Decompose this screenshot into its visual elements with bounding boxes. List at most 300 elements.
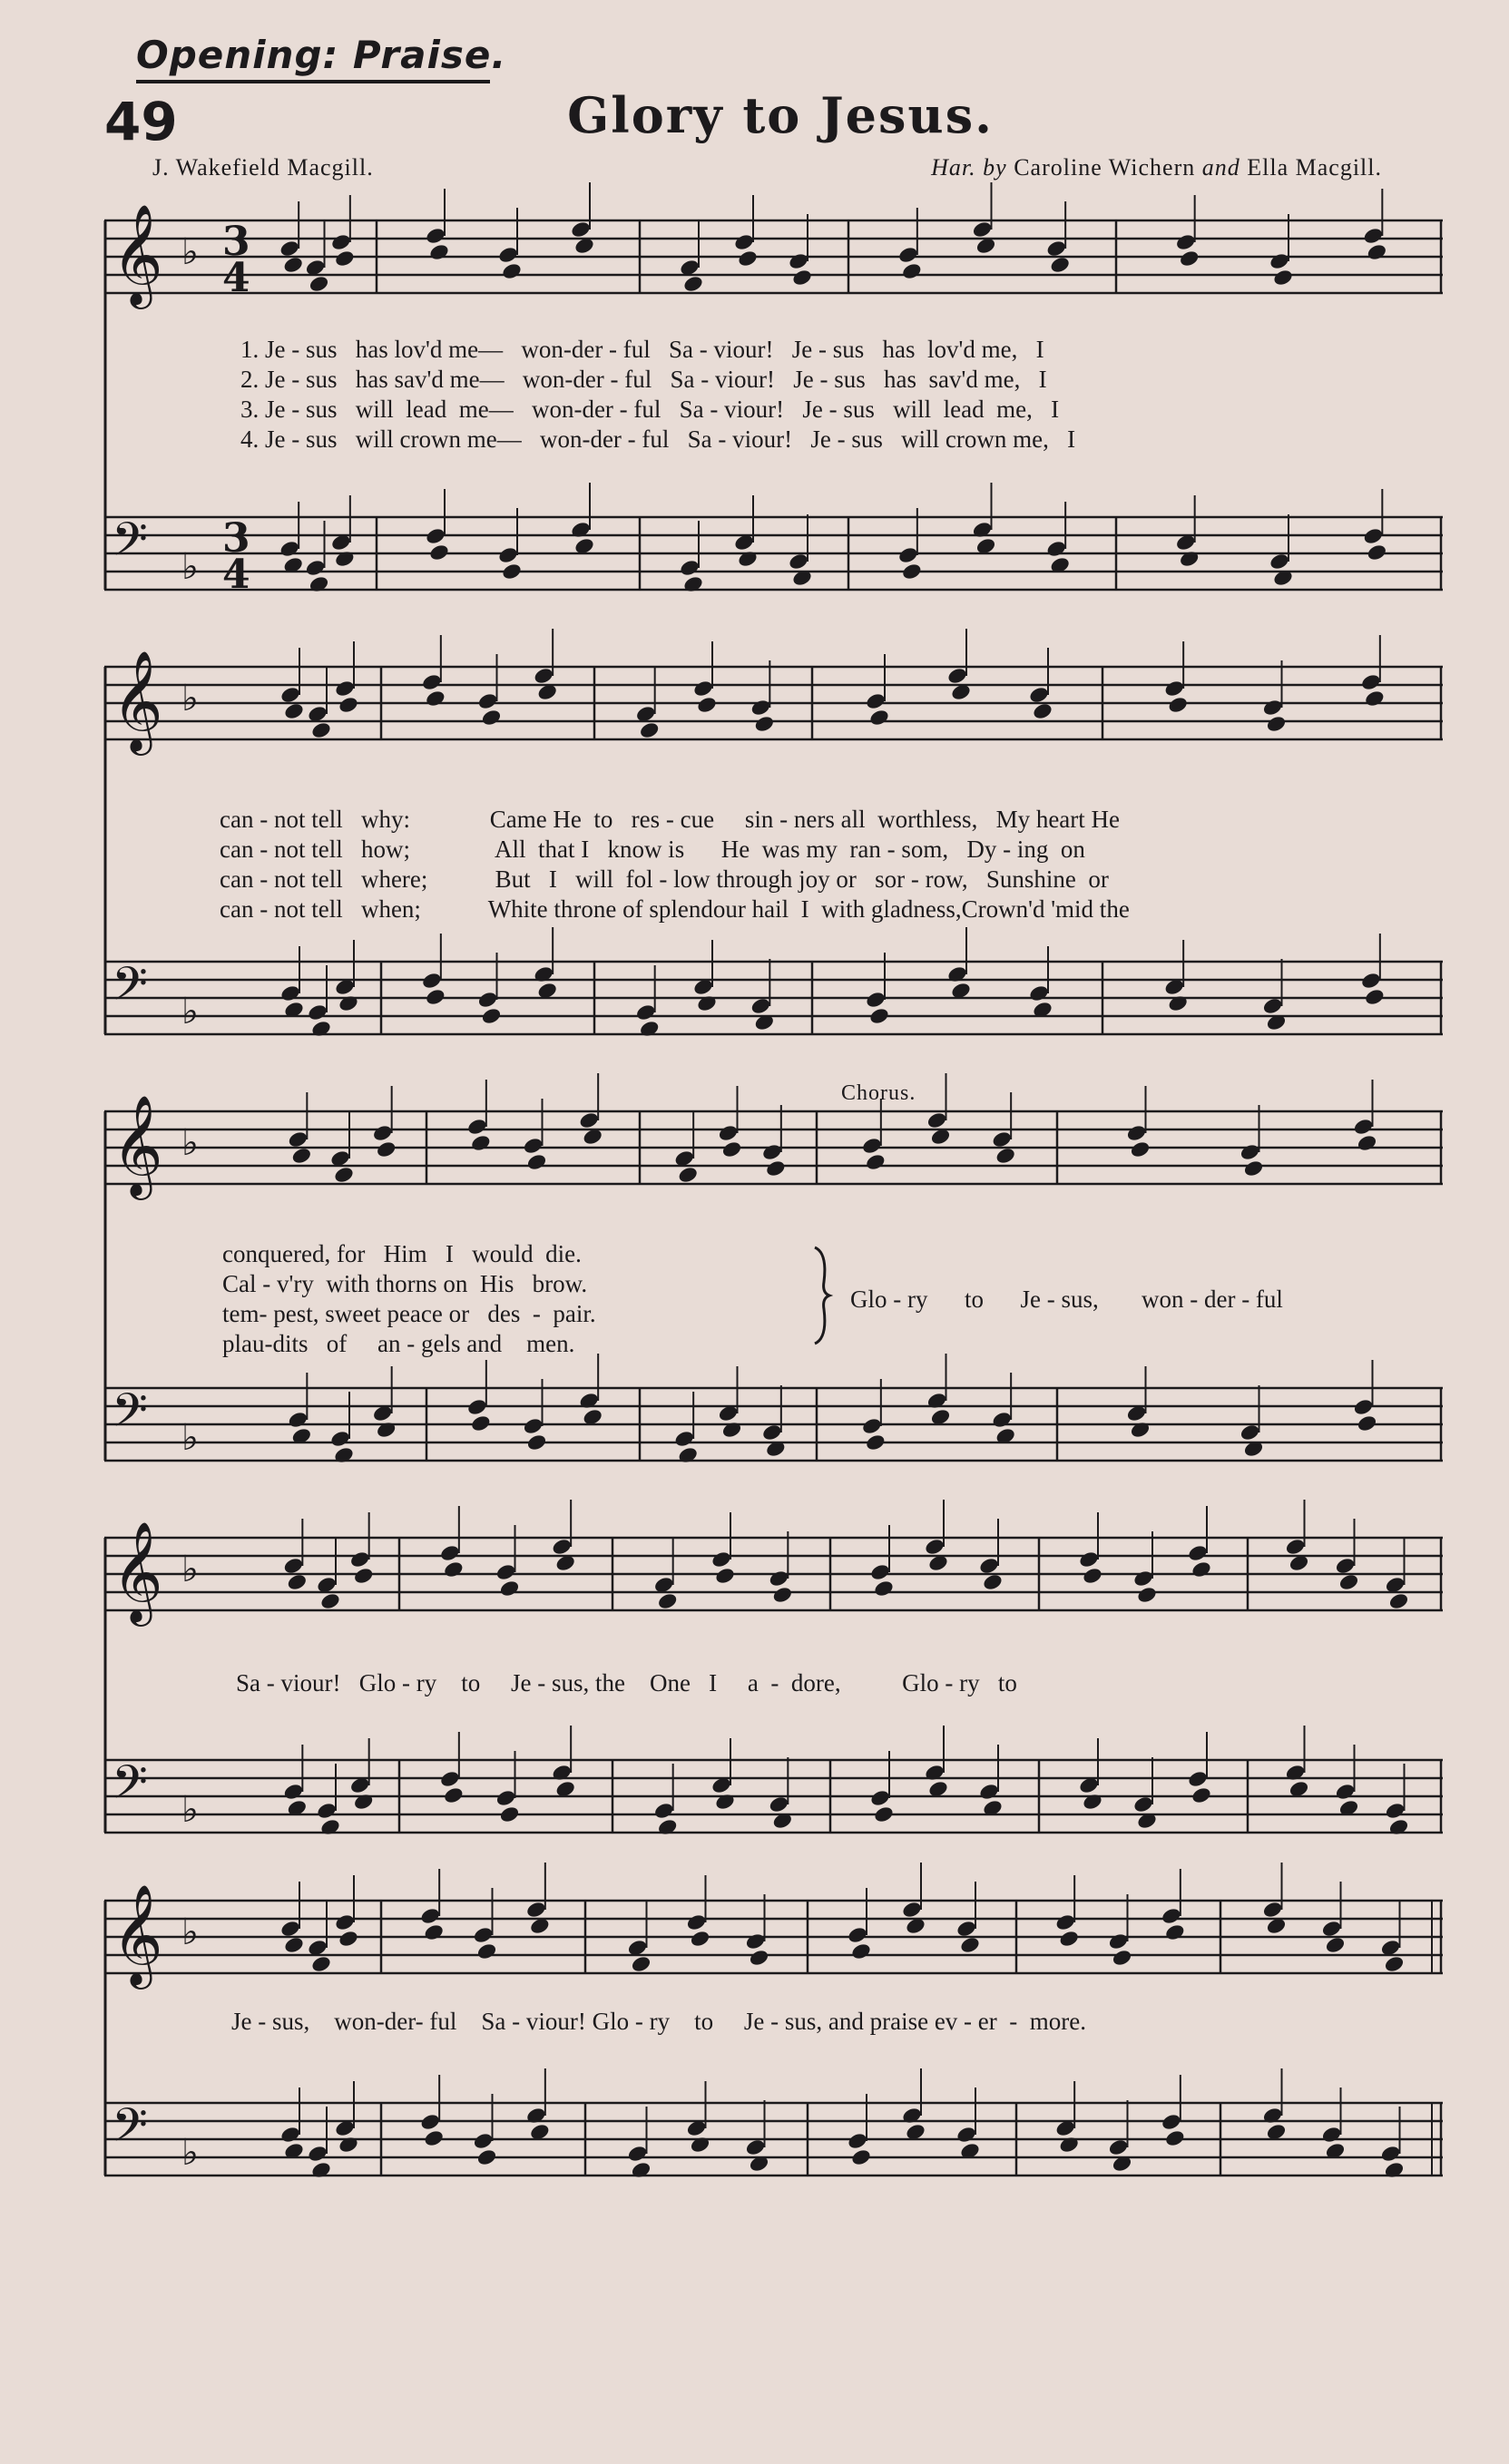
note-head: [522, 1416, 544, 1435]
note-head: [1284, 1763, 1306, 1782]
note-head: [307, 2144, 328, 2163]
note-head: [497, 245, 519, 264]
flat-key-signature: ♭: [181, 546, 199, 588]
note-head: [677, 1445, 699, 1464]
note-head: [630, 1954, 652, 1973]
flat-key-signature: ♭: [181, 1122, 199, 1164]
note-head: [282, 255, 304, 274]
note-head: [737, 249, 759, 268]
note-head: [926, 1391, 947, 1410]
note-head: [677, 1165, 699, 1184]
note-head: [1334, 1782, 1356, 1801]
note-head: [850, 1941, 872, 1960]
verse-4-line: 4. Je - sus will crown me— won-der - ful Sa - viour! Je - sus will crown me, I: [240, 425, 1076, 453]
flat-key-signature: ♭: [181, 1912, 199, 1953]
note-head: [737, 549, 759, 568]
note-head: [578, 1110, 600, 1129]
harmony-prefix: Har. by: [931, 154, 1007, 181]
flat-key-signature: ♭: [181, 1549, 199, 1590]
chorus-lyric: Glo - ry to Je - sus, won - der - ful: [850, 1286, 1283, 1313]
note-head: [1239, 1142, 1260, 1161]
time-signature-bottom: 4: [222, 552, 250, 598]
note-head: [1272, 268, 1294, 287]
note-head: [525, 1432, 547, 1452]
note-head: [310, 1019, 332, 1038]
note-head: [578, 1391, 600, 1410]
note-head: [338, 695, 359, 714]
note-head: [476, 691, 498, 710]
note-head: [349, 1550, 371, 1569]
note-head: [279, 539, 300, 558]
note-head: [901, 261, 923, 280]
note-head: [533, 666, 554, 685]
note-head: [1265, 714, 1287, 733]
note-head: [1366, 242, 1387, 261]
note-head: [1356, 1413, 1377, 1432]
note-head: [551, 1763, 573, 1782]
note-head: [1356, 1133, 1377, 1152]
note-head: [1383, 1954, 1405, 1973]
note-head: [1320, 1919, 1342, 1938]
note-head: [419, 2112, 441, 2131]
note-head: [533, 964, 554, 983]
music-system-1: [104, 195, 1443, 621]
note-head: [1324, 1935, 1346, 1954]
note-head: [1261, 2106, 1283, 2125]
note-head: [470, 1133, 492, 1152]
note-head: [1132, 1569, 1154, 1588]
note-head: [334, 249, 356, 268]
note-head: [1320, 2125, 1342, 2144]
note-head: [310, 2160, 332, 2179]
note-head: [1383, 2160, 1405, 2179]
note-head: [901, 562, 923, 581]
flat-key-signature: ♭: [181, 1417, 199, 1459]
bass-clef: 𝄢: [112, 512, 148, 578]
note-head: [868, 1006, 890, 1025]
note-head: [1045, 239, 1067, 258]
note-head: [428, 242, 450, 261]
note-head: [1360, 971, 1382, 990]
note-head: [1129, 1420, 1151, 1439]
note-head: [338, 2135, 359, 2154]
note-head: [334, 679, 356, 698]
treble-clef: 𝄞: [112, 1094, 163, 1196]
note-head: [717, 1123, 739, 1142]
note-head: [443, 1560, 465, 1579]
note-head: [338, 1929, 359, 1948]
note-head: [744, 2137, 766, 2156]
note-head: [329, 1429, 351, 1448]
note-head: [308, 574, 329, 593]
note-head: [955, 2125, 977, 2144]
note-head: [1261, 996, 1283, 1015]
note-head: [425, 526, 446, 545]
music-system-4: [104, 1515, 1443, 1878]
note-head: [1078, 1550, 1100, 1569]
note-head: [696, 695, 718, 714]
note-head: [689, 1929, 710, 1948]
treble-clef: 𝄞: [112, 203, 163, 305]
note-head: [419, 1906, 441, 1925]
flat-key-signature: ♭: [181, 1789, 199, 1831]
note-head: [901, 2106, 923, 2125]
note-head: [525, 2106, 547, 2125]
note-head: [1058, 2135, 1080, 2154]
note-head: [788, 251, 809, 270]
note-head: [1362, 526, 1384, 545]
note-head: [1379, 2144, 1401, 2163]
note-head: [788, 552, 809, 571]
note-head: [425, 987, 446, 1006]
note-head: [1387, 1817, 1409, 1836]
note-head: [466, 1117, 488, 1136]
note-head: [525, 1152, 547, 1171]
note-head: [551, 1537, 573, 1556]
note-head: [1261, 1900, 1283, 1919]
note-head: [1107, 2137, 1129, 2156]
note-head: [1384, 1801, 1406, 1820]
note-head: [924, 1763, 946, 1782]
note-head: [710, 1550, 732, 1569]
note-head: [861, 1136, 883, 1155]
note-head: [714, 1566, 736, 1585]
flat-key-signature: ♭: [181, 2132, 199, 2174]
note-head: [428, 543, 450, 562]
time-signature-top: 3: [222, 219, 250, 265]
music-system-3: [104, 1081, 1443, 1511]
note-head: [1187, 1543, 1209, 1562]
note-head: [946, 964, 968, 983]
verse-3-line: tem- pest, sweet peace or des - pair.: [222, 1300, 596, 1327]
note-head: [286, 1572, 308, 1591]
note-head: [639, 1019, 661, 1038]
note-head: [692, 679, 714, 698]
note-head: [768, 1794, 789, 1814]
treble-clef: 𝄞: [112, 650, 163, 751]
verse-1-line: 1. Je - sus has lov'd me— won-der - ful Sa - viour! Je - sus has lov'd me, I: [240, 336, 1044, 363]
note-head: [959, 1935, 981, 1954]
note-head: [501, 562, 523, 581]
note-head: [865, 990, 887, 1009]
note-head: [765, 1159, 787, 1178]
bass-clef: 𝄢: [112, 1755, 148, 1821]
note-head: [439, 1769, 461, 1788]
note-head: [635, 1002, 657, 1022]
note-head: [279, 239, 300, 258]
note-head: [319, 1591, 341, 1610]
note-head: [1045, 539, 1067, 558]
note-head: [865, 1432, 887, 1452]
note-head: [982, 1572, 1004, 1591]
note-head: [1167, 695, 1189, 714]
bass-clef: 𝄢: [112, 2097, 148, 2164]
note-head: [1125, 1123, 1147, 1142]
note-head: [1364, 689, 1386, 708]
note-head: [995, 1146, 1016, 1165]
note-head: [696, 993, 718, 1012]
note-head: [1360, 672, 1382, 691]
note-head: [480, 1006, 502, 1025]
note-head: [761, 1423, 783, 1442]
note-head: [748, 1948, 769, 1967]
note-head: [423, 2128, 445, 2147]
hymn-number: 49: [104, 91, 178, 152]
note-head: [1136, 1585, 1158, 1604]
section-underline: [136, 80, 490, 83]
note-head: [443, 1785, 465, 1804]
note-head: [376, 1420, 397, 1439]
note-head: [279, 2125, 301, 2144]
note-head: [1366, 543, 1387, 562]
note-head: [679, 558, 701, 577]
note-head: [673, 1429, 695, 1448]
note-head: [924, 1537, 946, 1556]
note-head: [1179, 549, 1200, 568]
bass-clef: 𝄢: [112, 956, 148, 1022]
note-head: [847, 1925, 868, 1944]
harmony-name-2: Ella Macgill.: [1247, 154, 1382, 181]
note-head: [1164, 2128, 1186, 2147]
note-head: [425, 226, 446, 245]
verse-4-line: can - not tell when; White throne of splendour hail I with gladness,Crown'd 'mid the: [220, 895, 1130, 923]
note-head: [498, 1579, 520, 1598]
note-head: [1338, 1572, 1359, 1591]
section-heading: Opening: Praise.: [136, 33, 507, 77]
note-head: [753, 714, 775, 733]
note-head: [1269, 552, 1290, 571]
note-head: [991, 1410, 1013, 1429]
note-head: [1284, 1537, 1306, 1556]
note-head: [869, 1562, 891, 1581]
chorus-line: Je - sus, won-der- ful Sa - viour! Glo - ry to Je - sus, and praise ev - er - more.: [231, 2008, 1086, 2035]
note-head: [689, 2135, 710, 2154]
note-head: [1163, 679, 1185, 698]
note-head: [472, 1925, 494, 1944]
note-head: [425, 689, 446, 708]
note-head: [1028, 685, 1050, 704]
note-head: [439, 1543, 461, 1562]
note-head: [750, 698, 771, 717]
note-head: [685, 1912, 707, 1931]
note-head: [1054, 1912, 1076, 1931]
note-head: [279, 685, 301, 704]
note-head: [639, 720, 661, 739]
note-head: [946, 666, 968, 685]
note-head: [470, 1413, 492, 1432]
note-head: [310, 720, 332, 739]
note-head: [376, 1139, 397, 1159]
note-head: [372, 1123, 394, 1142]
note-head: [868, 708, 890, 727]
note-head: [570, 520, 592, 539]
note-head: [626, 2144, 648, 2163]
note-head: [283, 701, 305, 720]
note-head: [1362, 226, 1384, 245]
harmony-credit: [931, 154, 1382, 181]
music-system-5: [104, 1878, 1443, 2223]
note-head: [971, 220, 993, 239]
note-head: [497, 545, 519, 564]
note-head: [897, 545, 919, 564]
note-head: [657, 1817, 679, 1836]
note-head: [338, 993, 359, 1012]
bass-clef: 𝄢: [112, 1383, 148, 1449]
note-head: [475, 2147, 497, 2166]
note-head: [971, 520, 993, 539]
note-head: [1175, 232, 1197, 251]
note-head: [282, 1556, 304, 1575]
note-head: [657, 1591, 679, 1610]
note-head: [682, 274, 704, 293]
note-head: [333, 1445, 355, 1464]
note-head: [283, 1935, 305, 1954]
note-head: [750, 996, 771, 1015]
flat-key-signature: ♭: [181, 678, 199, 719]
verse-4-line: plau-dits of an - gels and men.: [222, 1330, 575, 1357]
verse-1-line: conquered, for Him I would die.: [222, 1240, 582, 1267]
note-head: [978, 1782, 1000, 1801]
note-head: [1261, 698, 1283, 717]
note-head: [498, 1804, 520, 1824]
note-head: [744, 1931, 766, 1951]
note-head: [1239, 1423, 1260, 1442]
flat-key-signature: ♭: [181, 991, 199, 1032]
note-head: [290, 1146, 312, 1165]
note-head: [1082, 1566, 1103, 1585]
note-head: [1161, 2112, 1182, 2131]
note-head: [423, 1922, 445, 1941]
note-head: [1269, 251, 1290, 270]
flat-key-signature: ♭: [181, 231, 199, 273]
note-head: [791, 268, 813, 287]
note-head: [307, 1002, 328, 1022]
note-head: [1164, 1922, 1186, 1941]
verse-3-line: 3. Je - sus will lead me— won-der - ful Sa - viour! Je - sus will lead me, I: [240, 396, 1060, 423]
note-head: [761, 1142, 783, 1161]
note-head: [1111, 1948, 1132, 1967]
treble-clef: 𝄞: [112, 1520, 163, 1622]
verse-2-line: can - not tell how; All that I know is He was my ran - som, Dy - ing on: [220, 836, 1085, 863]
note-head: [1187, 1769, 1209, 1788]
note-head: [287, 1410, 309, 1429]
music-system-2: [104, 650, 1443, 1080]
note-head: [1191, 1560, 1212, 1579]
note-head: [1352, 1117, 1374, 1136]
note-head: [1049, 255, 1071, 274]
note-head: [1364, 987, 1386, 1006]
note-head: [1167, 993, 1189, 1012]
note-head: [630, 2160, 652, 2179]
note-head: [1028, 983, 1050, 1002]
note-head: [304, 558, 326, 577]
harmony-and: and: [1201, 154, 1240, 181]
note-head: [720, 1420, 742, 1439]
verse-2-line: 2. Je - sus has sav'd me— won-der - ful Sa - viour! Je - sus has sav'd me, I: [240, 366, 1047, 393]
note-head: [873, 1579, 895, 1598]
note-head: [1161, 1906, 1182, 1925]
note-head: [1334, 1556, 1356, 1575]
note-head: [861, 1416, 883, 1435]
chorus-line: Sa - viour! Glo - ry to Je - sus, the One I a - dore, Glo - ry to: [236, 1669, 1017, 1696]
note-head: [991, 1129, 1013, 1149]
note-head: [768, 1569, 789, 1588]
verse-brace: [808, 1246, 835, 1345]
note-head: [1132, 1794, 1154, 1814]
note-head: [316, 1801, 338, 1820]
note-head: [333, 1165, 355, 1184]
note-head: [1032, 701, 1053, 720]
note-head: [501, 261, 523, 280]
note-head: [1387, 1591, 1409, 1610]
treble-clef: 𝄞: [112, 1883, 163, 1985]
note-head: [495, 1562, 516, 1581]
verse-1-line: can - not tell why: Came He to res - cue sin - ners all worthless, My heart He: [220, 806, 1121, 833]
note-head: [570, 220, 592, 239]
harmony-name-1: Caroline Wichern: [1014, 154, 1196, 181]
note-head: [353, 1792, 375, 1811]
note-head: [525, 1900, 547, 1919]
note-head: [319, 1817, 341, 1836]
note-head: [653, 1801, 675, 1820]
note-head: [771, 1585, 793, 1604]
note-head: [901, 1900, 923, 1919]
note-head: [476, 990, 498, 1009]
note-head: [421, 971, 443, 990]
note-head: [847, 2131, 868, 2150]
note-head: [353, 1566, 375, 1585]
note-head: [978, 1556, 1000, 1575]
note-head: [279, 1919, 301, 1938]
note-head: [279, 983, 301, 1002]
note-head: [865, 1152, 887, 1171]
note-head: [480, 708, 502, 727]
note-head: [472, 2131, 494, 2150]
verse-2-line: Cal - v'ry with thorns on His brow.: [222, 1270, 588, 1297]
note-head: [714, 1792, 736, 1811]
score-staves: [104, 1878, 1443, 2223]
time-signature-bottom: 4: [222, 255, 250, 301]
note-head: [308, 274, 329, 293]
note-head: [873, 1804, 895, 1824]
note-head: [1129, 1139, 1151, 1159]
note-head: [287, 1129, 309, 1149]
note-head: [475, 1941, 497, 1960]
note-head: [897, 245, 919, 264]
author-credit: J. Wakefield Macgill.: [152, 154, 374, 181]
note-head: [720, 1139, 742, 1159]
note-head: [466, 1397, 488, 1416]
note-head: [869, 1788, 891, 1807]
note-head: [330, 232, 352, 251]
note-head: [1352, 1397, 1374, 1416]
note-head: [310, 1954, 332, 1973]
note-head: [282, 1782, 304, 1801]
note-head: [334, 549, 356, 568]
hymn-title: Glory to Jesus.: [567, 86, 994, 144]
note-head: [1082, 1792, 1103, 1811]
note-head: [1058, 1929, 1080, 1948]
time-signature-top: 3: [222, 515, 250, 562]
note-head: [865, 691, 887, 710]
note-head: [733, 232, 755, 251]
chorus-label: Chorus.: [841, 1081, 916, 1105]
note-head: [1179, 249, 1200, 268]
note-head: [850, 2147, 872, 2166]
note-head: [926, 1110, 947, 1129]
note-head: [495, 1788, 516, 1807]
note-head: [334, 1912, 356, 1931]
